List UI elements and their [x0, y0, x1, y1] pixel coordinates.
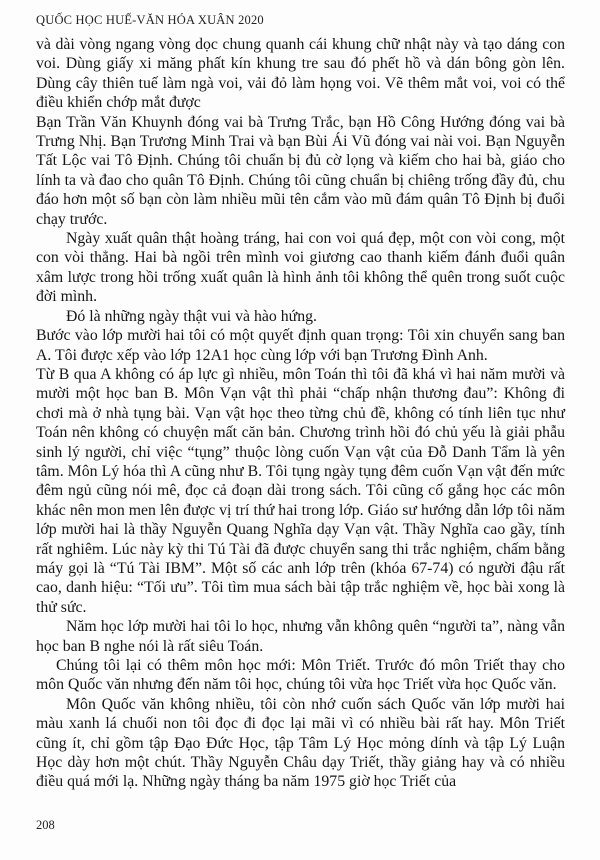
paragraph: Chúng tôi lại có thêm môn học mới: Môn Triết. Trước đó môn Triết thay cho môn Quốc văn nhưng đến năm tôi học, chúng tôi vừa học Triết vừa học Quốc văn.	[36, 657, 565, 694]
paragraph: và dài vòng ngang vòng dọc chung quanh cái khung chữ nhật này và tạo dáng con voi. Dùng giấy xi măng phất kín khung tre sau đó phết hồ và dán bông gòn lên. Dùng cây thiên tuế làm ngà voi, vải đỏ làm họng voi. Vẽ thêm mắt voi, voi có thể điều khiển chớp mắt được	[36, 36, 565, 112]
paragraph: Đó là những ngày thật vui và hào hứng.	[66, 307, 317, 325]
paragraph: Bạn Trần Văn Khuynh đóng vai bà Trưng Trắc, bạn Hồ Công Hướng đóng vai bà Trưng Nhị. Bạn Trương Minh Trai và bạn Bùi Ái Vũ đóng vai nài voi. Bạn Nguyễn Tất Lộc vai Tô Định. Chúng tôi chuẩn bị đủ cờ lọng và kiếm cho hai bà, giáo cho lính ta và đao cho quân Tô Định. Chúng tôi cũng chuẩn bị chiêng trống đầy đủ, chu đáo hơn một số bạn còn làm nhiều mũi tên cắm vào mũ đám quân Tô Định bị đuổi chạy trước.	[36, 113, 565, 228]
running-header: QUỐC HỌC HUẾ-VĂN HÓA XUÂN 2020	[36, 13, 264, 27]
paragraph: Năm học lớp mười hai tôi lo học, nhưng vẫn không quên “người ta”, nàng vẫn học ban B nghe nói là rất siêu Toán.	[36, 618, 565, 655]
paragraph: Từ B qua A không có áp lực gì nhiều, môn Toán thì tôi đã khá vì hai năm mười và mười một học ban B. Môn Vạn vật thì phải “chấp nhận thương đau”: Không đi chơi mà ở nhà tụng bài. Vạn vật học theo từng chủ đề, không có tính liên tục như Toán nên không có chuyện mất căn bản. Chương trình hồi đó chủ yếu là giải phẫu sinh lý người, chỉ việc “tụng” thuộc lòng cuốn Vạn vật của Đỗ Danh Tẩm là yên tâm. Môn Lý hóa thì A cũng như B. Tôi tụng ngày tụng đêm cuốn Vạn vật đến mức đêm ngủ cũng nói mê, đọc cả đoạn dài trong sách. Tôi cũng cố gắng học các môn khác nên mon men lên được vị trí thứ hai trong lớp. Giáo sư hướng dẫn lớp tôi năm lớp mười hai là thầy Nguyễn Quang Nghĩa dạy Vạn vật. Thầy Nghĩa cao gầy, tính rất nghiêm. Lúc này kỳ thi Tú Tài đã được chuyển sang thi trắc nghiệm, chấm bằng máy gọi là “Tú Tài IBM”. Một số các anh lớp trên (khóa 67-74) có người đậu rất cao, danh hiệu: “Tối ưu”. Tôi tìm mua sách bài tập trắc nghiệm về, học bài xong là thử sức.	[36, 365, 565, 616]
paragraph: Bước vào lớp mười hai tôi có một quyết định quan trọng: Tôi xin chuyển sang ban A. Tôi được xếp vào lớp 12A1 học cùng lớp với bạn Trương Đình Anh.	[36, 327, 565, 364]
paragraph: Môn Quốc văn không nhiều, tôi còn nhớ cuốn sách Quốc văn lớp mười hai màu xanh lá chuối non tôi đọc đi đọc lại mãi vì có nhiều bài rất hay. Môn Triết cũng ít, chỉ gồm tập Đạo Đức Học, tập Tâm Lý Học mỏng dính và tập Lý Luận Học dày hơn một chút. Thầy Nguyễn Châu dạy Triết, thầy giảng hay và có nhiều điều quá mới lạ. Những ngày tháng ba năm 1975 giờ học Triết của	[36, 695, 565, 791]
paragraph: Ngày xuất quân thật hoàng tráng, hai con voi quá đẹp, một con vòi cong, một con vòi thẳng. Hai bà ngồi trên mình voi giương cao thanh kiếm đánh đuổi quân xâm lược trong hồi trống xuất quân là hình ảnh tôi không thể quên trong suốt cuộc đời mình.	[36, 230, 565, 306]
page-number: 208	[36, 818, 55, 832]
body-text-block	[36, 35, 565, 792]
